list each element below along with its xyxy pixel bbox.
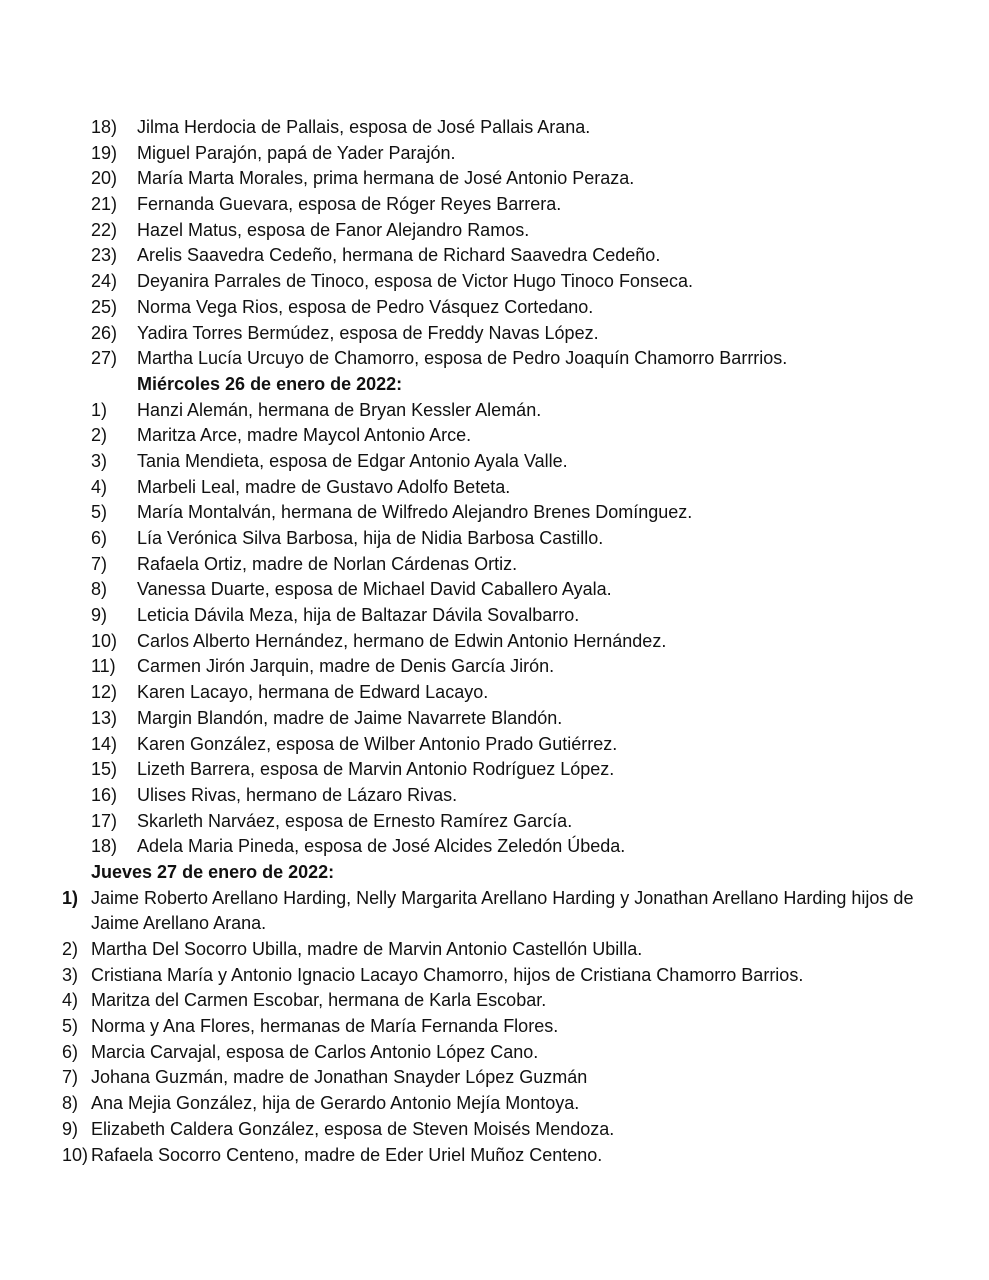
item-text: Johana Guzmán, madre de Jonathan Snayder López Guzmán: [91, 1067, 588, 1088]
list-item: [0, 1065, 989, 1091]
item-number: 19): [91, 142, 118, 163]
list-item: [0, 243, 989, 269]
item-text: Jilma Herdocia de Pallais, esposa de José Pallais Arana.: [137, 117, 591, 137]
item-number: 9): [62, 1118, 79, 1139]
item-number: 12): [91, 682, 118, 703]
item-number: 17): [91, 810, 118, 831]
item-number: 26): [91, 322, 118, 343]
list-item: [0, 1040, 989, 1066]
list-item: [0, 757, 989, 783]
list-item: [0, 732, 989, 758]
item-text: Jaime Roberto Arellano Harding, Nelly Margarita Arellano Harding y Jonathan Arellano Harding hijos de Jaime Arellano Arana.: [91, 887, 914, 934]
list-item: [0, 629, 989, 655]
item-text: María Marta Morales, prima hermana de José Antonio Peraza.: [137, 168, 635, 189]
item-number: 10): [62, 1144, 89, 1165]
item-text: Carlos Alberto Hernández, hermano de Edwin Antonio Hernández.: [137, 630, 667, 651]
list-item: [0, 552, 989, 578]
item-number: 4): [62, 990, 79, 1011]
list-item: [0, 1143, 989, 1169]
section-heading-thursday: [0, 860, 989, 886]
item-text: Arelis Saavedra Cedeño, hermana de Richard Saavedra Cedeño.: [137, 245, 661, 266]
list-item: [0, 423, 989, 449]
item-number: 2): [62, 939, 79, 960]
item-text: Margin Blandón, madre de Jaime Navarrete Blandón.: [137, 707, 563, 728]
item-text: Carmen Jirón Jarquin, madre de Denis García Jirón.: [137, 656, 555, 677]
item-text: Tania Mendieta, esposa de Edgar Antonio Ayala Valle.: [137, 450, 568, 471]
list-item: [0, 500, 989, 526]
item-text: Hazel Matus, esposa de Fanor Alejandro Ramos.: [137, 219, 530, 240]
document-page: [0, 115, 989, 1168]
item-number: 25): [91, 296, 118, 317]
item-number: 11): [91, 656, 116, 677]
list-item: [0, 886, 989, 937]
item-text: Elizabeth Caldera González, esposa de Steven Moisés Mendoza.: [91, 1118, 615, 1139]
item-number: 16): [91, 784, 118, 805]
item-text: Lizeth Barrera, esposa de Marvin Antonio Rodríguez López.: [137, 759, 615, 780]
item-text: Fernanda Guevara, esposa de Róger Reyes Barrera.: [137, 194, 562, 215]
item-number: 3): [62, 964, 79, 985]
list-item: [0, 577, 989, 603]
list-item: [0, 166, 989, 192]
list-item: [0, 706, 989, 732]
item-number: 7): [91, 553, 108, 574]
item-number: 4): [91, 476, 108, 497]
item-number: 5): [91, 502, 108, 523]
item-text: Norma y Ana Flores, hermanas de María Fernanda Flores.: [91, 1016, 559, 1037]
list-item: [0, 115, 989, 141]
list-item: [0, 988, 989, 1014]
list-item: [0, 937, 989, 963]
list-item: [0, 218, 989, 244]
item-text: Cristiana María y Antonio Ignacio Lacayo Chamorro, hijos de Cristiana Chamorro Barrios.: [91, 964, 804, 985]
list-item: [0, 269, 989, 295]
list-item: [0, 963, 989, 989]
item-number: 8): [62, 1093, 79, 1114]
item-text: Deyanira Parrales de Tinoco, esposa de Victor Hugo Tinoco Fonseca.: [137, 271, 693, 292]
list-item: [0, 654, 989, 680]
item-number: 13): [91, 707, 118, 728]
list-item: [0, 783, 989, 809]
item-number: 24): [91, 271, 118, 292]
item-number: 22): [91, 219, 118, 240]
list-item: [0, 1014, 989, 1040]
item-text: Leticia Dávila Meza, hija de Baltazar Dávila Sovalbarro.: [137, 605, 580, 626]
list-section-1: [0, 115, 989, 372]
item-number: 18): [91, 117, 118, 137]
item-text: Marcia Carvajal, esposa de Carlos Antonio López Cano.: [91, 1041, 539, 1062]
item-text: Martha Del Socorro Ubilla, madre de Marvin Antonio Castellón Ubilla.: [91, 939, 643, 960]
item-number: 27): [91, 348, 118, 369]
list-item: [0, 321, 989, 347]
item-text: Karen González, esposa de Wilber Antonio Prado Gutiérrez.: [137, 733, 618, 754]
item-text: Ana Mejia González, hija de Gerardo Antonio Mejía Montoya.: [91, 1093, 580, 1114]
list-item: [0, 1117, 989, 1143]
item-text: Rafaela Ortiz, madre de Norlan Cárdenas Ortiz.: [137, 553, 518, 574]
section-heading-text: Miércoles 26 de enero de 2022:: [137, 373, 403, 394]
list-item: [0, 398, 989, 424]
item-number: 23): [91, 245, 118, 266]
list-section-2: [0, 398, 989, 860]
item-number: 2): [91, 425, 108, 446]
section-heading-wednesday: [0, 372, 989, 398]
item-text: Rafaela Socorro Centeno, madre de Eder Uriel Muñoz Centeno.: [91, 1144, 603, 1165]
item-number: 18): [91, 836, 118, 857]
item-number: 3): [91, 450, 108, 471]
item-text: Maritza del Carmen Escobar, hermana de Karla Escobar.: [91, 990, 547, 1011]
item-number: 7): [62, 1067, 79, 1088]
list-item: [0, 834, 989, 860]
item-number: 1): [62, 887, 79, 908]
list-item: [0, 809, 989, 835]
item-text: Vanessa Duarte, esposa de Michael David Caballero Ayala.: [137, 579, 612, 600]
item-text: Martha Lucía Urcuyo de Chamorro, esposa de Pedro Joaquín Chamorro Barrrios.: [137, 348, 788, 369]
section-heading-text: Jueves 27 de enero de 2022:: [91, 861, 335, 882]
list-item: [0, 680, 989, 706]
item-text: Adela Maria Pineda, esposa de José Alcides Zeledón Úbeda.: [137, 836, 626, 857]
list-item: [0, 526, 989, 552]
item-text: Maritza Arce, madre Maycol Antonio Arce.: [137, 425, 472, 446]
item-number: 8): [91, 579, 108, 600]
item-number: 21): [91, 194, 118, 215]
item-text: Lía Verónica Silva Barbosa, hija de Nidia Barbosa Castillo.: [137, 528, 604, 548]
item-text: Karen Lacayo, hermana de Edward Lacayo.: [137, 682, 489, 703]
item-number: 6): [91, 528, 108, 548]
list-item: [0, 1091, 989, 1117]
item-text: Miguel Parajón, papá de Yader Parajón.: [137, 142, 456, 163]
list-item: [0, 346, 989, 372]
item-number: 14): [91, 733, 118, 754]
item-text: Norma Vega Rios, esposa de Pedro Vásquez Cortedano.: [137, 296, 594, 317]
item-text: María Montalván, hermana de Wilfredo Alejandro Brenes Domínguez.: [137, 502, 693, 523]
item-number: 5): [62, 1016, 79, 1037]
item-text: Ulises Rivas, hermano de Lázaro Rivas.: [137, 784, 458, 805]
item-number: 6): [62, 1041, 79, 1062]
list-item: [0, 449, 989, 475]
item-number: 20): [91, 168, 118, 189]
list-section-3: [0, 886, 989, 1169]
item-number: 9): [91, 605, 108, 626]
item-text: Hanzi Alemán, hermana de Bryan Kessler Alemán.: [137, 399, 542, 420]
list-item: [0, 603, 989, 629]
list-item: [0, 141, 989, 167]
list-item: [0, 295, 989, 321]
list-item: [0, 475, 989, 501]
item-text: Marbeli Leal, madre de Gustavo Adolfo Beteta.: [137, 476, 511, 497]
item-number: 10): [91, 630, 118, 651]
item-number: 1): [91, 399, 108, 420]
item-number: 15): [91, 759, 118, 780]
item-text: Yadira Torres Bermúdez, esposa de Freddy Navas López.: [137, 322, 599, 343]
item-text: Skarleth Narváez, esposa de Ernesto Ramírez García.: [137, 810, 573, 831]
list-item: [0, 192, 989, 218]
